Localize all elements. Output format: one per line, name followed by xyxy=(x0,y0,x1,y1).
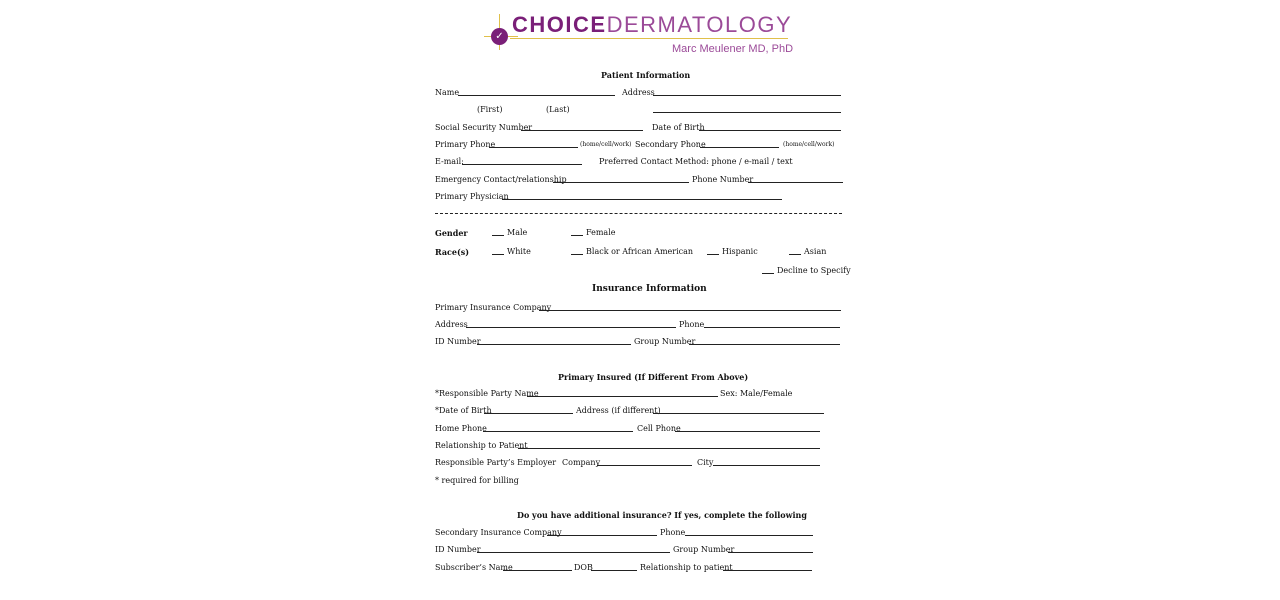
insurance-address-field[interactable] xyxy=(466,327,676,328)
cell-phone-label: Cell Phone xyxy=(637,424,681,433)
billing-note: * required for billing xyxy=(435,476,519,485)
primary-insurance-label: Primary Insurance Company xyxy=(435,303,552,312)
primary-insurance-field[interactable] xyxy=(539,310,841,311)
ssn-label: Social Security Number xyxy=(435,123,533,132)
secondary-phone-field[interactable] xyxy=(685,535,813,536)
emergency-phone-field[interactable] xyxy=(748,182,843,183)
black-checkbox[interactable] xyxy=(571,246,583,255)
secondary-phone-type: (home/cell/work) xyxy=(783,141,835,148)
last-name-hint: (Last) xyxy=(546,105,570,114)
patient-info-heading: Patient Information xyxy=(601,70,691,80)
dob-field[interactable] xyxy=(699,130,841,131)
primary-phone-field[interactable] xyxy=(489,147,578,148)
race-label: Race(s) xyxy=(435,247,470,257)
subscriber-label: Subscriber’s Name xyxy=(435,563,513,572)
insurance-address-label: Address xyxy=(435,320,468,329)
primary-phone-label: Primary Phone xyxy=(435,140,496,149)
secondary-insurance-label: Secondary Insurance Company xyxy=(435,528,562,537)
company-field[interactable] xyxy=(597,465,692,466)
primary-physician-field[interactable] xyxy=(502,199,782,200)
gender-label: Gender xyxy=(435,228,468,238)
white-label: White xyxy=(507,247,531,256)
secondary-phone-label: Phone xyxy=(660,528,686,537)
name-field[interactable] xyxy=(458,95,615,96)
name-label: Name xyxy=(435,88,460,97)
address-label: Address xyxy=(622,88,655,97)
ssn-field[interactable] xyxy=(521,130,643,131)
email-label: E-mail: xyxy=(435,157,464,166)
insurance-group-label: Group Number xyxy=(634,337,696,346)
secondary-insurance-field[interactable] xyxy=(547,535,657,536)
insurance-phone-label: Phone xyxy=(679,320,705,329)
brand-name-light: DERMATOLOGY xyxy=(606,12,793,37)
black-label: Black or African American xyxy=(586,247,694,256)
doctor-name: Marc Meulener MD, PhD xyxy=(672,43,794,55)
subscriber-field[interactable] xyxy=(503,570,572,571)
logo-underline xyxy=(510,38,788,39)
preferred-contact-method: Preferred Contact Method: phone / e-mail / text xyxy=(599,157,793,166)
brand-name-bold: CHOICE xyxy=(512,12,607,37)
address-field[interactable] xyxy=(653,95,841,96)
brand-name xyxy=(512,12,792,38)
emergency-contact-field[interactable] xyxy=(553,182,689,183)
secondary-group-label: Group Number xyxy=(673,545,735,554)
primary-phone-type: (home/cell/work) xyxy=(580,141,632,148)
emergency-contact-label: Emergency Contact/relationship xyxy=(435,175,567,184)
cell-phone-field[interactable] xyxy=(675,431,820,432)
check-circle-icon: ✓ xyxy=(491,28,508,45)
subscriber-relationship-field[interactable] xyxy=(723,570,812,571)
female-checkbox[interactable] xyxy=(571,227,583,236)
relationship-label: Relationship to Patient xyxy=(435,441,528,450)
subscriber-dob-field[interactable] xyxy=(591,570,637,571)
insurance-info-heading: Insurance Information xyxy=(592,284,707,294)
insurance-id-label: ID Number xyxy=(435,337,481,346)
email-field[interactable] xyxy=(462,164,582,165)
insured-dob-label: *Date of Birth xyxy=(435,406,492,415)
hispanic-label: Hispanic xyxy=(722,247,758,256)
secondary-phone-label: Secondary Phone xyxy=(635,140,706,149)
female-label: Female xyxy=(586,228,616,237)
insured-dob-field[interactable] xyxy=(484,413,573,414)
insured-address-label: Address (if different) xyxy=(576,406,661,415)
secondary-id-field[interactable] xyxy=(477,552,670,553)
emergency-phone-label: Phone Number xyxy=(692,175,754,184)
subscriber-dob-label: DOB xyxy=(574,563,593,572)
sex-label: Sex: Male/Female xyxy=(720,389,793,398)
decline-checkbox[interactable] xyxy=(762,265,774,274)
home-phone-label: Home Phone xyxy=(435,424,487,433)
secondary-id-label: ID Number xyxy=(435,545,481,554)
male-label: Male xyxy=(507,228,528,237)
hispanic-checkbox[interactable] xyxy=(707,246,719,255)
responsible-party-field[interactable] xyxy=(527,396,718,397)
company-label: Company xyxy=(562,458,601,467)
insured-address-field[interactable] xyxy=(653,413,824,414)
decline-label: Decline to Specify xyxy=(777,266,851,275)
insurance-phone-field[interactable] xyxy=(704,327,840,328)
asian-checkbox[interactable] xyxy=(789,246,801,255)
first-name-hint: (First) xyxy=(477,105,503,114)
insurance-group-field[interactable] xyxy=(689,344,840,345)
home-phone-field[interactable] xyxy=(483,431,633,432)
address-field-line2[interactable] xyxy=(653,112,841,113)
subscriber-relationship-label: Relationship to patient xyxy=(640,563,733,572)
primary-insured-heading: Primary Insured (If Different From Above) xyxy=(558,372,749,382)
city-label: City xyxy=(697,458,714,467)
asian-label: Asian xyxy=(804,247,827,256)
primary-physician-label: Primary Physician xyxy=(435,192,509,201)
insurance-id-field[interactable] xyxy=(477,344,631,345)
additional-insurance-heading: Do you have additional insurance? If yes, complete the following xyxy=(517,510,807,520)
section-divider xyxy=(435,213,842,214)
white-checkbox[interactable] xyxy=(492,246,504,255)
secondary-group-field[interactable] xyxy=(728,552,813,553)
dob-label: Date of Birth xyxy=(652,123,705,132)
male-checkbox[interactable] xyxy=(492,227,504,236)
city-field[interactable] xyxy=(713,465,820,466)
responsible-party-label: *Responsible Party Name xyxy=(435,389,539,398)
relationship-field[interactable] xyxy=(518,448,820,449)
secondary-phone-field[interactable] xyxy=(700,147,779,148)
employer-label: Responsible Party’s Employer xyxy=(435,458,557,467)
